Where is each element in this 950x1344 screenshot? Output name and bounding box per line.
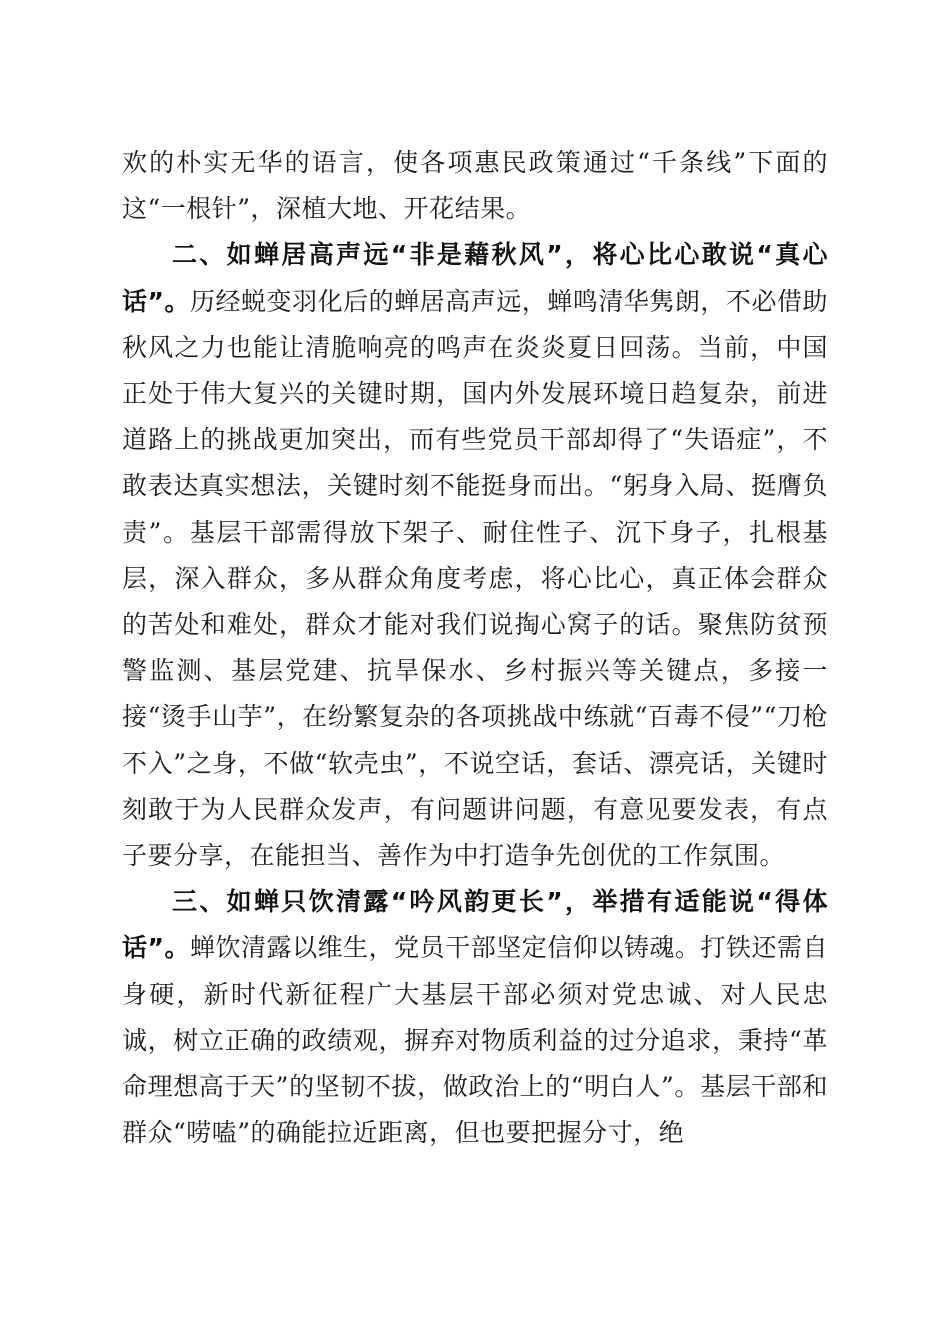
paragraph-body: 欢的朴实无华的语言，使各项惠民政策通过“千条线”下面的这“一根针”，深植大地、开花结果。	[122, 148, 828, 224]
section-heading: 二、如蝉居高声远“非是藉秋风”，将心比心敢说“真心话”。	[122, 240, 828, 316]
paragraph-section-3	[122, 879, 828, 1156]
paragraph-continued	[122, 140, 828, 232]
paragraph-section-2	[122, 232, 828, 879]
paragraph-body: 历经蜕变羽化后的蝉居高声远，蝉鸣清华隽朗，不必借助秋风之力也能让清脆响亮的鸣声在炎炎夏日回荡。当前，中国正处于伟大复兴的关键时期，国内外发展环境日趋复杂，前进道路上的挑战更加突出，而有些党员干部却得了“失语症”，不敢表达真实想法，关键时刻不能挺身而出。“躬身入局、挺膺负责”。基层干部需得放下架子、耐住性子、沉下身子，扎根基层，深入群众，多从群众角度考虑，将心比心，真正体会群众的苦处和难处，群众才能对我们说掏心窝子的话。聚焦防贫预警监测、基层党建、抗旱保水、乡村振兴等关键点，多接一接“烫手山芋”，在纷繁复杂的各项挑战中练就“百毒不侵”“刀枪不入”之身，不做“软壳虫”，不说空话，套话、漂亮话，关键时刻敢于为人民群众发声，有问题讲问题，有意见要发表，有点子要分享，在能担当、善作为中打造争先创优的工作氛围。	[122, 286, 828, 871]
section-heading: 三、如蝉只饮清露“吟风韵更长”，举措有适能说“得体话”。	[122, 887, 828, 963]
paragraph-body: 蝉饮清露以维生，党员干部坚定信仰以铸魂。打铁还需自身硬，新时代新征程广大基层干部必须对党忠诚、对人民忠诚，树立正确的政绩观，摒弃对物质利益的过分追求，秉持“革命理想高于天”的坚韧不拔，做政治上的“明白人”。基层干部和群众“唠嗑”的确能拉近距离，但也要把握分寸，绝	[122, 933, 828, 1148]
document-body	[122, 140, 828, 1156]
